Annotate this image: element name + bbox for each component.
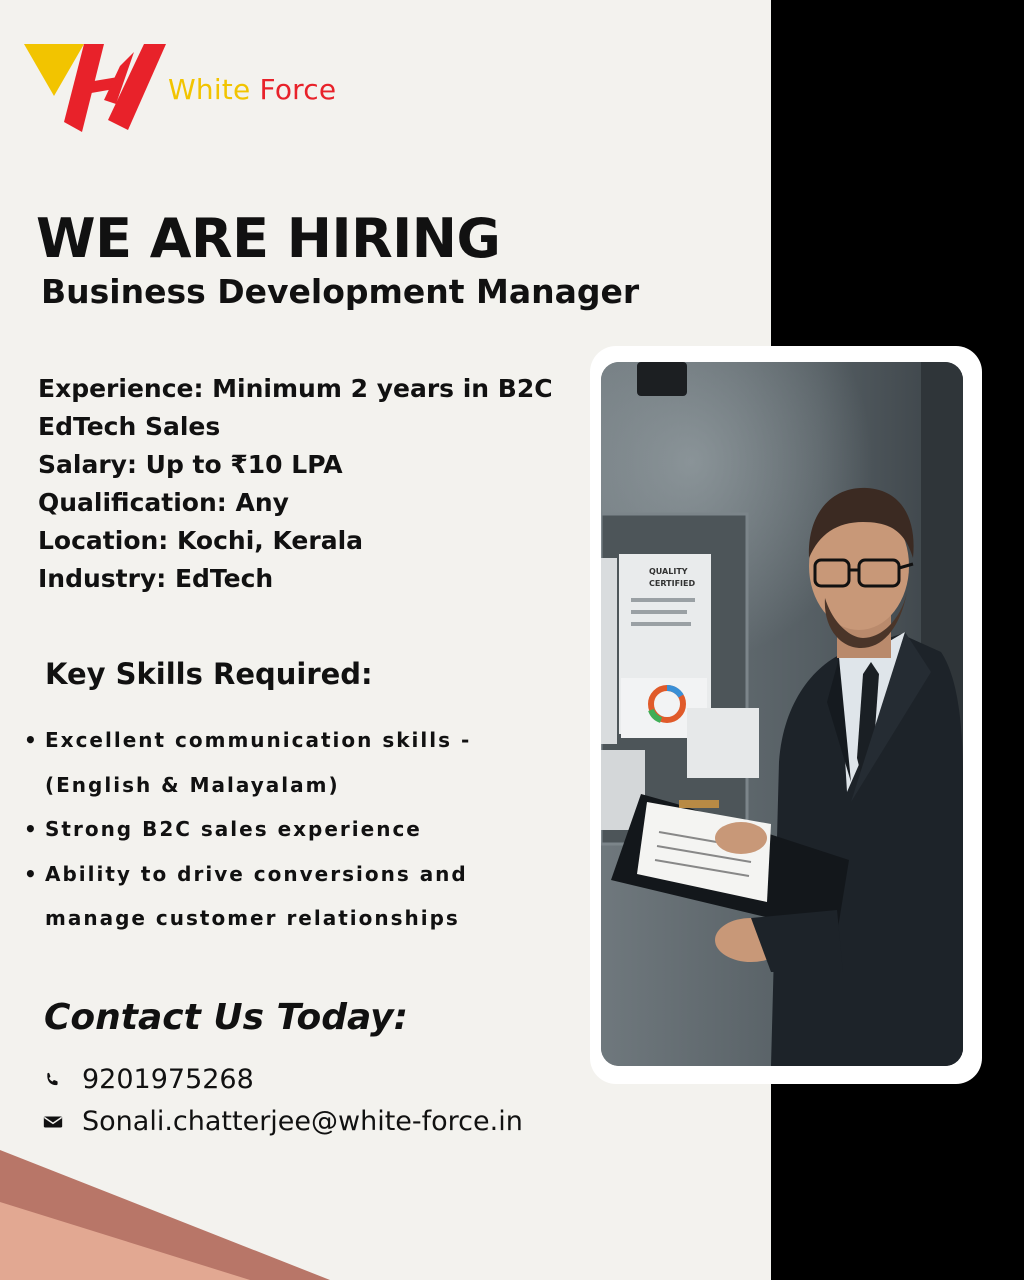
corner-decoration	[0, 1140, 330, 1280]
skills-list	[24, 718, 564, 941]
job-details	[38, 370, 578, 598]
detail-industry: Industry: EdTech	[38, 564, 274, 593]
contact-phone[interactable]	[40, 1060, 254, 1100]
detail-experience-cont: EdTech Sales	[38, 412, 221, 441]
job-title: Business Development Manager	[41, 272, 640, 311]
skill-item: • Strong B2C sales experience	[24, 807, 564, 852]
contact-title: Contact Us Today:	[44, 997, 409, 1038]
detail-experience: Experience: Minimum 2 years in B2C	[38, 374, 553, 403]
phone-number: 9201975268	[82, 1064, 254, 1095]
email-address: Sonali.chatterjee@white-force.in	[82, 1106, 523, 1137]
envelope-icon	[40, 1109, 66, 1135]
hiring-headline: WE ARE HIRING	[36, 207, 501, 270]
skill-item: • Ability to drive conversions and manage customer relationships	[24, 852, 564, 941]
brand-name-white: White	[168, 73, 251, 106]
skills-title: Key Skills Required:	[45, 657, 373, 691]
phone-icon	[40, 1067, 66, 1093]
board-text-2: CERTIFIED	[649, 579, 696, 588]
board-text-1: QUALITY	[649, 567, 688, 576]
businessman-photo	[601, 362, 963, 1066]
businessman-illustration	[601, 362, 963, 1066]
brand-name-force: Force	[259, 73, 337, 106]
contact-email[interactable]	[40, 1102, 523, 1142]
detail-location: Location: Kochi, Kerala	[38, 526, 364, 555]
detail-qualification: Qualification: Any	[38, 488, 289, 517]
skill-item: • Excellent communication skills - (English & Malayalam)	[24, 718, 564, 807]
detail-salary: Salary: Up to ₹10 LPA	[38, 450, 343, 479]
white-force-logo	[24, 44, 174, 136]
brand-name	[168, 72, 336, 108]
